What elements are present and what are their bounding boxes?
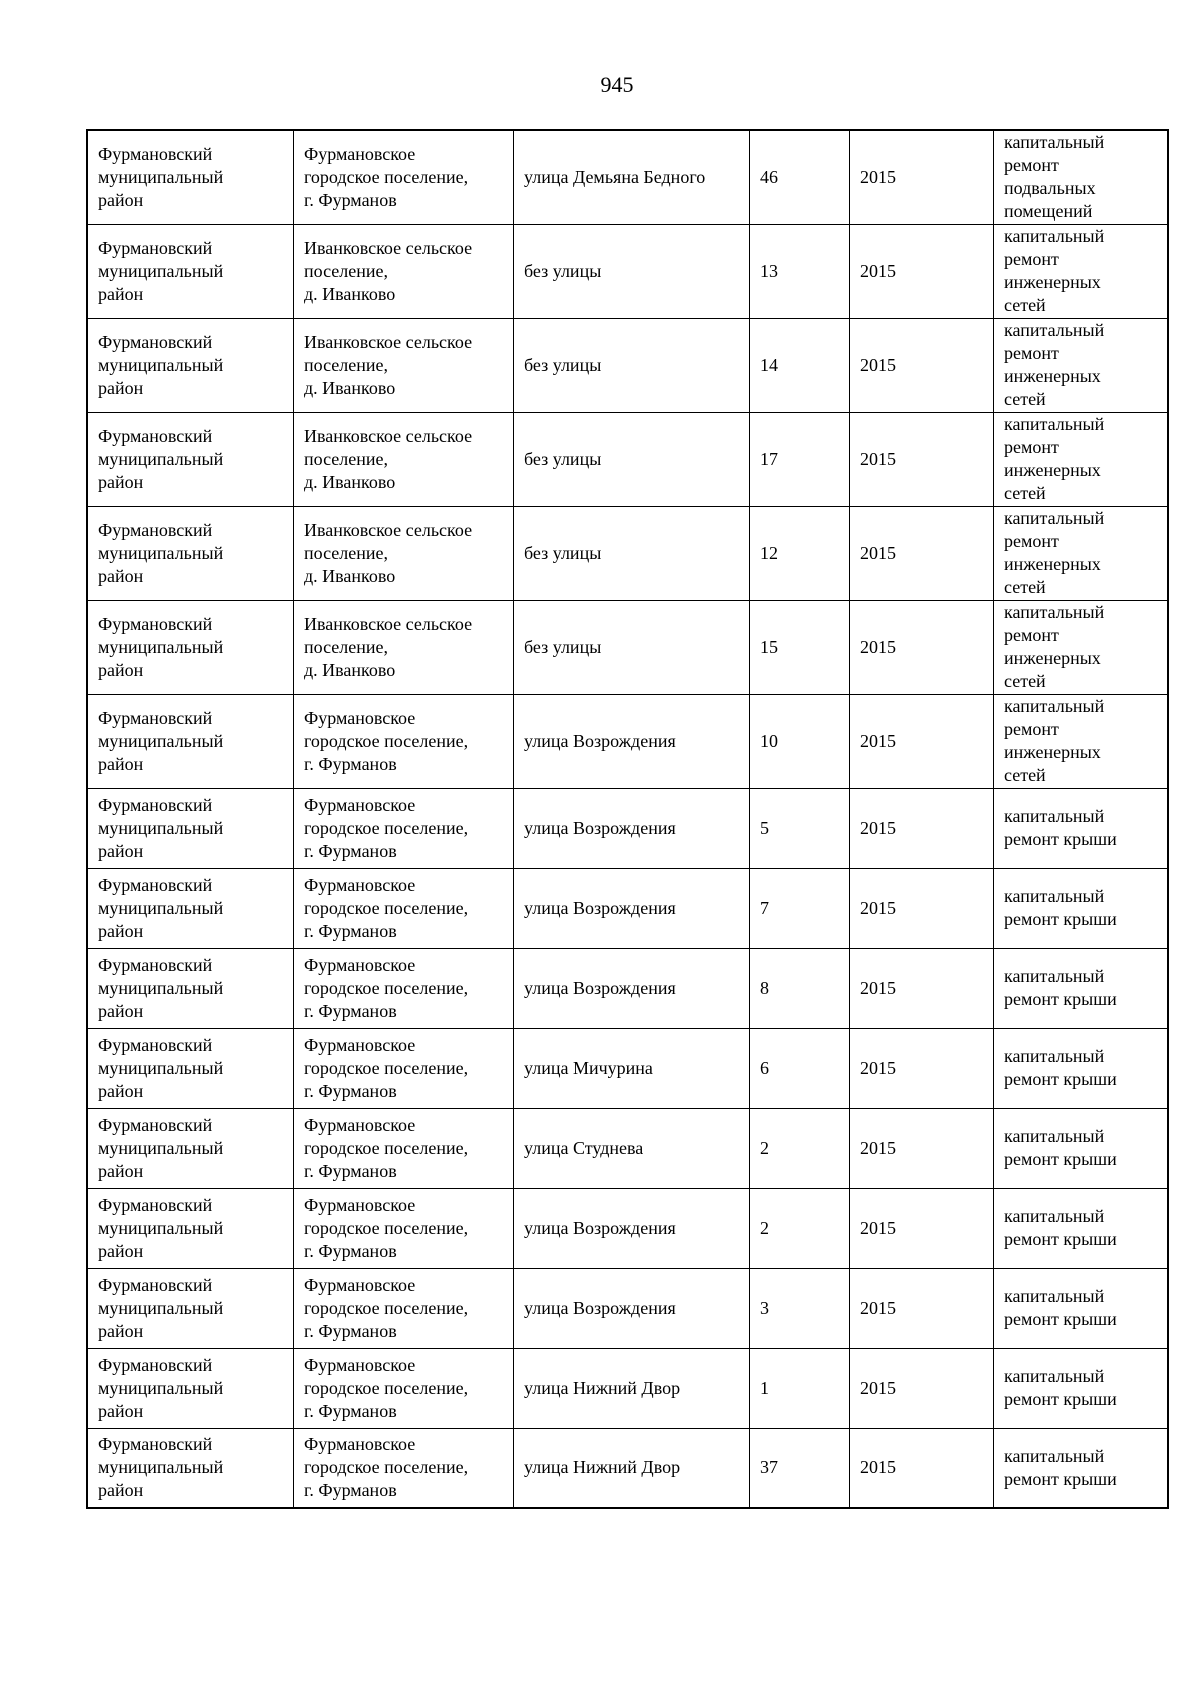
table-row [87, 1028, 1168, 1108]
cell-street: без улицы [514, 412, 750, 506]
table-row [87, 412, 1168, 506]
cell-year: 2015 [850, 1028, 994, 1108]
cell-house: 2 [750, 1108, 850, 1188]
cell-street: улица Мичурина [514, 1028, 750, 1108]
cell-settlement: Фурмановское городское поселение, г. Фурманов [294, 1268, 514, 1348]
cell-work-type: капитальный ремонт инженерных сетей [994, 600, 1169, 694]
cell-district: Фурмановский муниципальный район [87, 868, 294, 948]
cell-work-type: капитальный ремонт инженерных сетей [994, 412, 1169, 506]
cell-year: 2015 [850, 788, 994, 868]
cell-year: 2015 [850, 318, 994, 412]
cell-settlement: Фурмановское городское поселение, г. Фурманов [294, 948, 514, 1028]
table-row [87, 1188, 1168, 1268]
cell-settlement: Фурмановское городское поселение, г. Фурманов [294, 788, 514, 868]
cell-house: 1 [750, 1348, 850, 1428]
cell-settlement: Фурмановское городское поселение, г. Фурманов [294, 1348, 514, 1428]
cell-district: Фурмановский муниципальный район [87, 224, 294, 318]
cell-year: 2015 [850, 1348, 994, 1428]
cell-street: улица Возрождения [514, 694, 750, 788]
cell-street: улица Студнева [514, 1108, 750, 1188]
cell-street: улица Возрождения [514, 788, 750, 868]
cell-work-type: капитальный ремонт подвальных помещений [994, 130, 1169, 224]
cell-work-type: капитальный ремонт инженерных сетей [994, 506, 1169, 600]
cell-year: 2015 [850, 224, 994, 318]
cell-district: Фурмановский муниципальный район [87, 1428, 294, 1508]
cell-settlement: Фурмановское городское поселение, г. Фурманов [294, 1108, 514, 1188]
cell-work-type: капитальный ремонт крыши [994, 1028, 1169, 1108]
table-row [87, 600, 1168, 694]
cell-settlement: Иванковское сельское поселение, д. Иванково [294, 412, 514, 506]
cell-year: 2015 [850, 868, 994, 948]
cell-settlement: Иванковское сельское поселение, д. Иванково [294, 600, 514, 694]
cell-house: 17 [750, 412, 850, 506]
table-row [87, 318, 1168, 412]
cell-year: 2015 [850, 600, 994, 694]
cell-district: Фурмановский муниципальный район [87, 130, 294, 224]
cell-district: Фурмановский муниципальный район [87, 600, 294, 694]
cell-year: 2015 [850, 948, 994, 1028]
cell-district: Фурмановский муниципальный район [87, 412, 294, 506]
cell-district: Фурмановский муниципальный район [87, 506, 294, 600]
cell-house: 14 [750, 318, 850, 412]
cell-settlement: Фурмановское городское поселение, г. Фурманов [294, 1428, 514, 1508]
cell-house: 2 [750, 1188, 850, 1268]
cell-year: 2015 [850, 694, 994, 788]
cell-street: без улицы [514, 506, 750, 600]
table-row [87, 694, 1168, 788]
table-body [87, 130, 1168, 1508]
cell-district: Фурмановский муниципальный район [87, 318, 294, 412]
cell-street: улица Возрождения [514, 1188, 750, 1268]
table-row [87, 1348, 1168, 1428]
cell-house: 15 [750, 600, 850, 694]
cell-district: Фурмановский муниципальный район [87, 788, 294, 868]
cell-year: 2015 [850, 1188, 994, 1268]
cell-street: улица Демьяна Бедного [514, 130, 750, 224]
cell-settlement: Фурмановское городское поселение, г. Фурманов [294, 868, 514, 948]
cell-settlement: Фурмановское городское поселение, г. Фурманов [294, 130, 514, 224]
cell-year: 2015 [850, 1268, 994, 1348]
cell-street: без улицы [514, 600, 750, 694]
cell-year: 2015 [850, 1428, 994, 1508]
cell-street: улица Нижний Двор [514, 1428, 750, 1508]
cell-work-type: капитальный ремонт инженерных сетей [994, 694, 1169, 788]
cell-house: 46 [750, 130, 850, 224]
cell-street: улица Возрождения [514, 948, 750, 1028]
table-row [87, 868, 1168, 948]
cell-work-type: капитальный ремонт крыши [994, 948, 1169, 1028]
table-row [87, 948, 1168, 1028]
cell-district: Фурмановский муниципальный район [87, 948, 294, 1028]
cell-street: улица Возрождения [514, 1268, 750, 1348]
cell-house: 8 [750, 948, 850, 1028]
cell-work-type: капитальный ремонт крыши [994, 868, 1169, 948]
cell-work-type: капитальный ремонт крыши [994, 1428, 1169, 1508]
table-row [87, 1108, 1168, 1188]
table-row [87, 130, 1168, 224]
cell-district: Фурмановский муниципальный район [87, 694, 294, 788]
cell-year: 2015 [850, 412, 994, 506]
table-row [87, 1268, 1168, 1348]
cell-work-type: капитальный ремонт крыши [994, 1108, 1169, 1188]
table-row [87, 788, 1168, 868]
table-row [87, 224, 1168, 318]
cell-street: улица Возрождения [514, 868, 750, 948]
cell-settlement: Фурмановское городское поселение, г. Фурманов [294, 1028, 514, 1108]
cell-settlement: Иванковское сельское поселение, д. Иванково [294, 318, 514, 412]
cell-year: 2015 [850, 130, 994, 224]
cell-district: Фурмановский муниципальный район [87, 1028, 294, 1108]
table-row [87, 1428, 1168, 1508]
cell-district: Фурмановский муниципальный район [87, 1108, 294, 1188]
cell-year: 2015 [850, 506, 994, 600]
cell-street: улица Нижний Двор [514, 1348, 750, 1428]
cell-work-type: капитальный ремонт инженерных сетей [994, 224, 1169, 318]
cell-settlement: Фурмановское городское поселение, г. Фурманов [294, 694, 514, 788]
cell-settlement: Фурмановское городское поселение, г. Фурманов [294, 1188, 514, 1268]
cell-house: 12 [750, 506, 850, 600]
cell-house: 7 [750, 868, 850, 948]
cell-house: 37 [750, 1428, 850, 1508]
cell-work-type: капитальный ремонт крыши [994, 788, 1169, 868]
cell-house: 10 [750, 694, 850, 788]
cell-house: 6 [750, 1028, 850, 1108]
cell-district: Фурмановский муниципальный район [87, 1348, 294, 1428]
cell-work-type: капитальный ремонт крыши [994, 1188, 1169, 1268]
cell-house: 5 [750, 788, 850, 868]
cell-settlement: Иванковское сельское поселение, д. Иванково [294, 224, 514, 318]
cell-settlement: Иванковское сельское поселение, д. Иванково [294, 506, 514, 600]
cell-street: без улицы [514, 224, 750, 318]
cell-work-type: капитальный ремонт крыши [994, 1348, 1169, 1428]
repair-schedule-table [86, 129, 1169, 1509]
cell-work-type: капитальный ремонт крыши [994, 1268, 1169, 1348]
cell-district: Фурмановский муниципальный район [87, 1268, 294, 1348]
cell-house: 13 [750, 224, 850, 318]
cell-district: Фурмановский муниципальный район [87, 1188, 294, 1268]
cell-house: 3 [750, 1268, 850, 1348]
cell-year: 2015 [850, 1108, 994, 1188]
page-number: 945 [600, 72, 634, 97]
cell-work-type: капитальный ремонт инженерных сетей [994, 318, 1169, 412]
cell-street: без улицы [514, 318, 750, 412]
table-row [87, 506, 1168, 600]
